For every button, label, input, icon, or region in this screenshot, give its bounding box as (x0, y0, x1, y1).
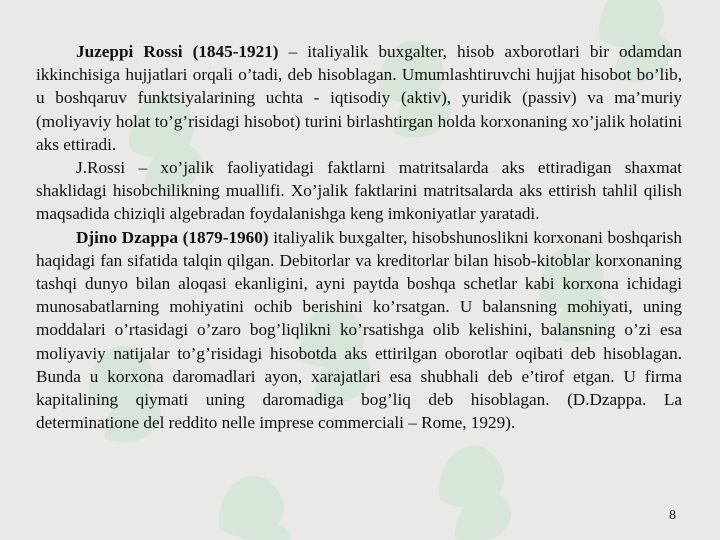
paragraph-rossi-matrix-text: J.Rossi – xo’jalik faoliyatidagi faktlarni matritsalarda aks ettiradigan shaxmat shaklidagi hisobchilikning muallifi. Xo’jalik faktlarini matritsalarda aks ettirish tahlil qilish maqsadida chiziqli algebradan foydalanishga keng imkoniyatlar yaratadi. (36, 158, 682, 224)
heading-dzappa: Djino Dzappa (1879-1960) (76, 227, 269, 247)
paragraph-rossi-matrix (36, 156, 682, 226)
paragraph-dzappa-text: italiyalik buxgalter, hisobshunoslikni korxonani boshqarish haqidagi fan sifatida talqin qilgan. Debitorlar va kreditorlar bilan hisob-kitoblar korxonaning tashqi dunyo bilan aloqasi ekanligini, ayni paytda boshqa schetlar kabi korxona ichidagi munosabatlarning mohiyatini ochib berishini ko’rsatgan. U balansning mohiyati, uning moddalari o’rtasidagi o’zaro bog’liqlikni ko’rsatishga olib kelishini, balansning o’zi esa moliyaviy natijalar to’g’risidagi hisobotda aks ettirilgan oborotlar oqibati deb hisoblagan. Bunda u korxona daromadlari ayon, xarajatlari esa shubhali deb e’tirof etgan. U firma kapitalining qiymati uning daromadiga bog’liq deb hisoblagan. (D.Dzappa. La determinatione del reddito nelle imprese commerciali – Rome, 1929). (36, 227, 682, 433)
paragraph-rossi-text: – italiyalik buxgalter, hisob axborotlari bir odamdan ikkinchisiga hujjatlari orqali o’tadi, deb hisoblagan. Umumlashtiruvchi hujjat hisobot bo’lib, u boshqaruv funktsiyalarining uchta - iqtisodiy (aktiv), yuridik (passiv) va ma’muriy (moliyaviy holat to’g’risidagi hisobot) turini birlashtirgan holda korxonaning xo’jalik holatini aks ettiradi. (36, 42, 682, 154)
page-number: 8 (669, 508, 676, 523)
paragraph-dzappa (36, 226, 682, 435)
text-body (36, 40, 682, 434)
heading-rossi: Juzeppi Rossi (1845-1921) (76, 42, 279, 61)
paragraph-rossi (36, 40, 682, 156)
